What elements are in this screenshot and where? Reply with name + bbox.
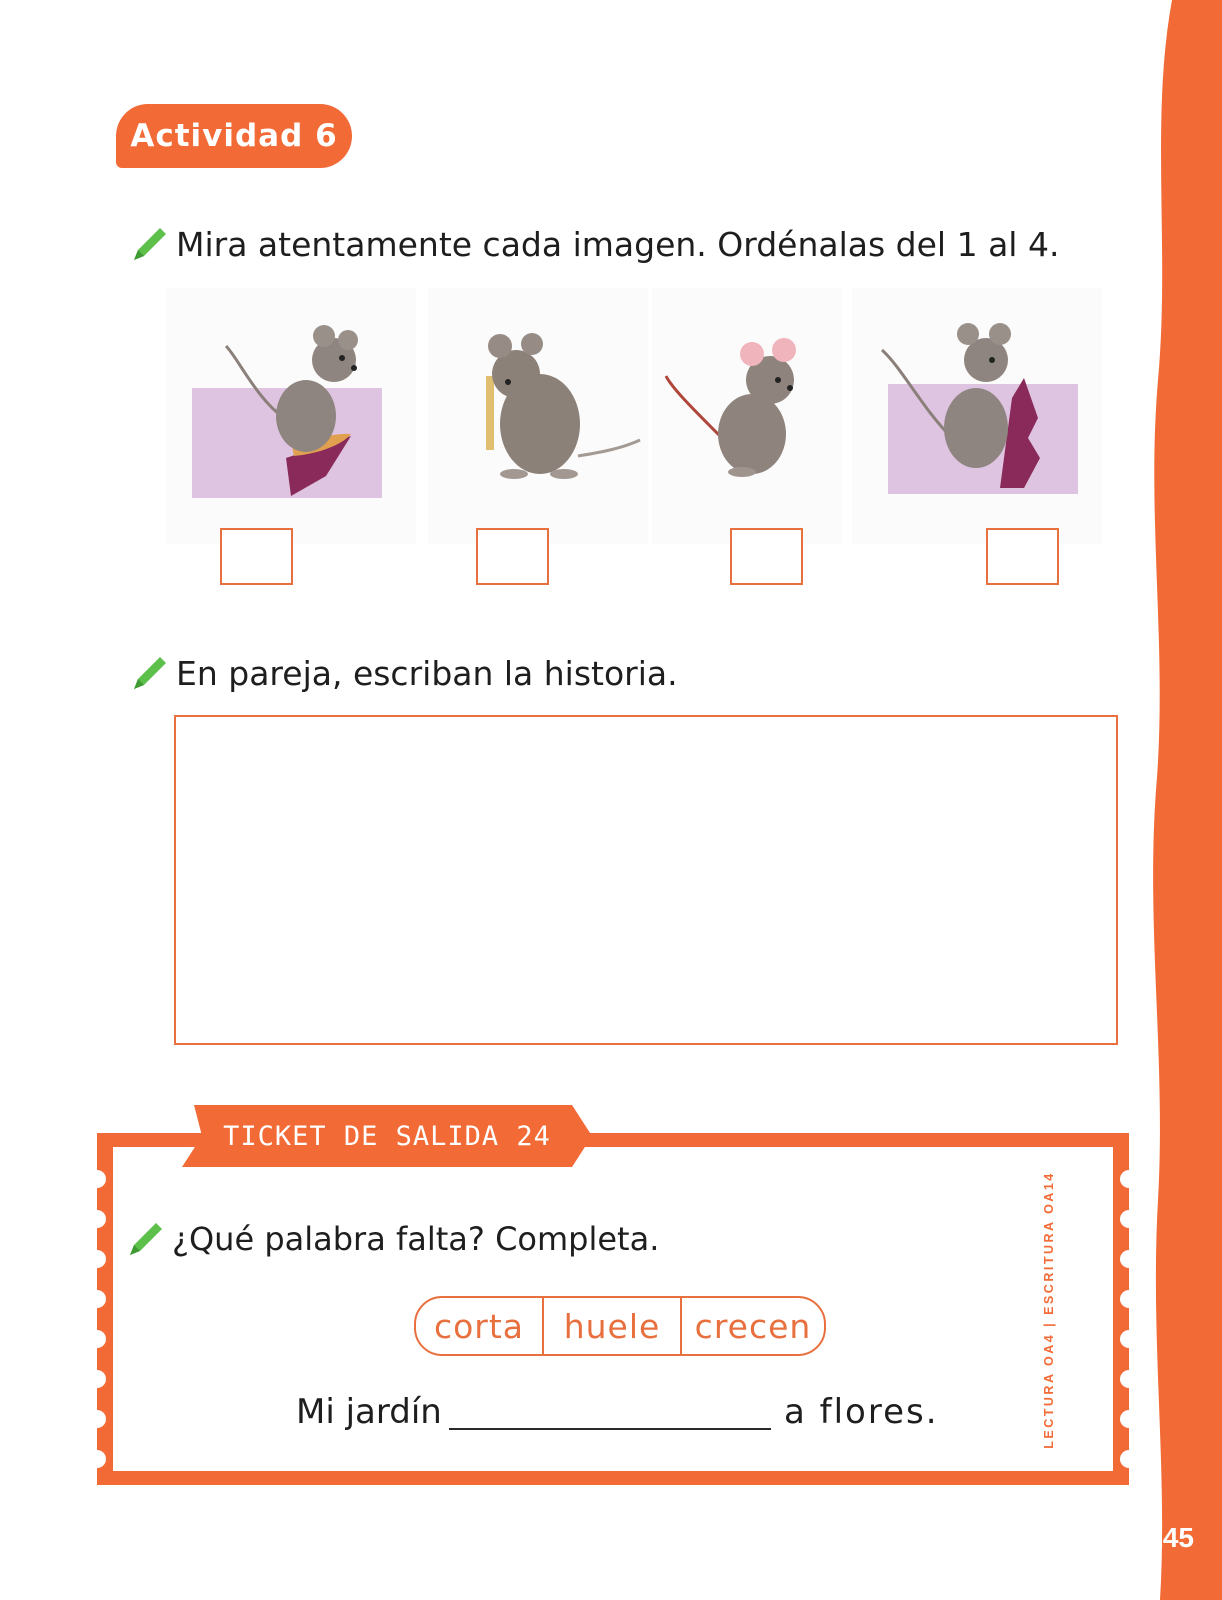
instruction-ticket: [124, 1217, 659, 1261]
mouse-with-torn-carpet-icon: [852, 288, 1102, 544]
pencil-icon: [128, 222, 172, 266]
word-option: huele: [542, 1298, 680, 1354]
instruction-story-text: En pareja, escriban la historia.: [176, 653, 678, 693]
mouse-on-carpet-icon: [166, 288, 416, 544]
ticket-title: TICKET DE SALIDA 24: [223, 1120, 551, 1152]
instruction-ticket-text: ¿Qué palabra falta? Completa.: [172, 1220, 660, 1258]
word-bank: [414, 1296, 826, 1356]
instruction-order: [128, 222, 1059, 266]
order-box-1[interactable]: [220, 528, 293, 585]
word-option: crecen: [680, 1298, 824, 1354]
story-image-3: [652, 288, 842, 544]
activity-badge: Actividad 6: [116, 104, 352, 168]
sentence-end: a flores.: [784, 1392, 939, 1432]
side-decorative-band: [1142, 0, 1222, 1600]
story-image-2: [428, 288, 648, 544]
order-box-3[interactable]: [730, 528, 803, 585]
sentence-start: Mi jardín: [296, 1392, 442, 1432]
ticket-banner: [182, 1105, 592, 1167]
order-box-4[interactable]: [986, 528, 1059, 585]
mouse-sitting-icon: [652, 288, 842, 544]
pencil-icon: [124, 1217, 168, 1261]
story-writing-area[interactable]: [174, 715, 1118, 1045]
sentence-blank[interactable]: [449, 1428, 771, 1430]
ticket-side-label: LECTURA OA4 | ESCRITURA OA14: [1042, 1171, 1056, 1449]
mouse-with-stick-icon: [428, 288, 648, 544]
story-image-1: [166, 288, 416, 544]
page-number: 145: [1147, 1522, 1194, 1553]
order-box-2[interactable]: [476, 528, 549, 585]
instruction-story: [128, 651, 678, 695]
word-option: corta: [433, 1306, 525, 1346]
pencil-icon: [128, 651, 172, 695]
image-sequence: [166, 288, 1122, 544]
instruction-order-text: Mira atentamente cada imagen. Ordénalas del 1 al 4.: [176, 224, 1060, 264]
story-image-4: [852, 288, 1102, 544]
